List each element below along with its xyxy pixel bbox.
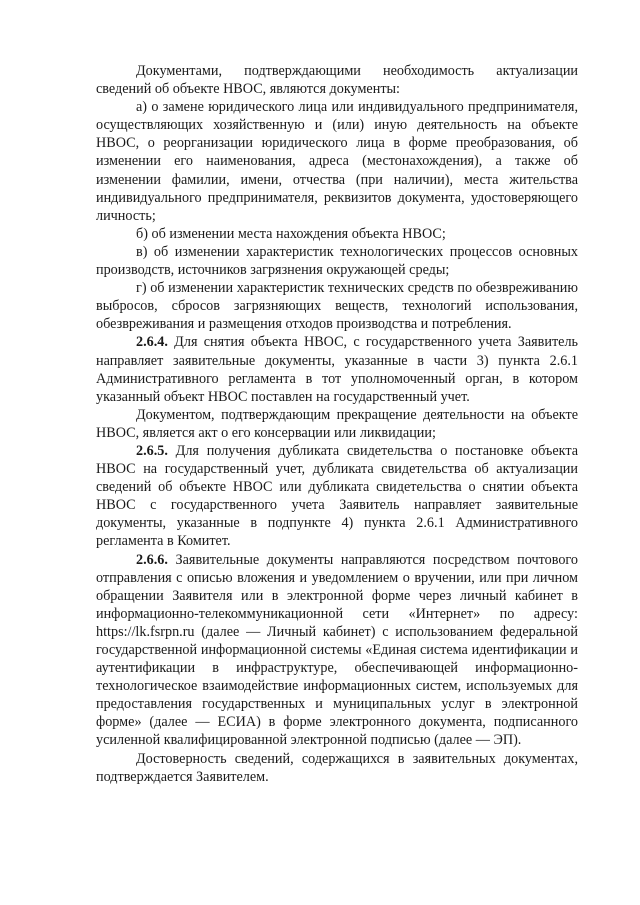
clause-number: 2.6.4. xyxy=(136,334,168,351)
paragraph-text: а) о замене юридического лица или индивидуального предпринимателя, осуществляющих хозяйственную и (или) иную деятельность на объекте НВОС, о реорганизации юридического лица в форме преобразования, об изменении его наименования, адреса (местонахождения), а также об изменении фамилии, имени, отчества (при наличии), места жительства индивидуального предпринимателя, реквизитов документа, удостоверяющего личность; xyxy=(96,99,578,224)
paragraph-text: Документом, подтверждающим прекращение деятельности на объекте НВОС, является акт о его консервации или ликвидации; xyxy=(96,406,578,441)
paragraph-final xyxy=(96,750,578,786)
clause-2-6-6 xyxy=(96,551,578,750)
paragraph-text: б) об изменении места нахождения объекта НВОС; xyxy=(136,225,446,242)
paragraph-text: Документами, подтверждающими необходимость актуализации сведений об объекте НВОС, являются документы: xyxy=(96,63,578,98)
paragraph-text: Заявительные документы направляются посредством почтового отправления с описью вложения и уведомлением о вручении, или при личном обращении Заявителя или в электронной форме через личный кабинет в информационно-телекоммуникационной сети «Интернет» по адресу: https://lk.fsrpn.ru (далее — Личный кабинет) с использованием федеральной государственной информационной системы «Единая система идентификации и аутентификации в инфраструктуре, обеспечивающей информационно-технологическое взаимодействие информационных систем, используемых для предоставления государственных и муниципальных услуг в электронной форме» (далее — ЕСИА) в форме электронного документа, подписанного усиленной квалифицированной электронной подписью (далее — ЭП). xyxy=(96,551,578,749)
list-item-b xyxy=(96,225,578,243)
clause-2-6-5 xyxy=(96,442,578,551)
paragraph-intro xyxy=(96,62,578,98)
clause-2-6-4 xyxy=(96,333,578,405)
paragraph-text: в) об изменении характеристик технологических процессов основных производств, источников загрязнения окружающей среды; xyxy=(96,243,578,279)
paragraph-text: г) об изменении характеристик технических средств по обезвреживанию выбросов, сбросов загрязняющих веществ, технологий использования, обезвреживания и размещения отходов производства и потребления. xyxy=(96,280,578,333)
paragraph-act xyxy=(96,406,578,442)
clause-number: 2.6.6. xyxy=(136,551,168,568)
list-item-g xyxy=(96,279,578,333)
list-item-v xyxy=(96,243,578,279)
paragraph-text: Для снятия объекта НВОС, с государственного учета Заявитель направляет заявительные документы, указанные в части 3) пункта 2.6.1 Административного регламента в тот уполномоченный орган, в котором указанный объект НВОС поставлен на государственный учет. xyxy=(96,334,578,405)
clause-number: 2.6.5. xyxy=(136,442,168,459)
list-item-a xyxy=(96,98,578,225)
paragraph-text: Достоверность сведений, содержащихся в заявительных документах, подтверждается Заявителем. xyxy=(96,750,578,785)
paragraph-text: Для получения дубликата свидетельства о постановке объекта НВОС на государственный учет, дубликата свидетельства об актуализации сведений об объекте НВОС или дубликата свидетельства о снятии объекта НВОС с государственного учета Заявитель направляет заявительные документы, указанные в подпункте 4) пункта 2.6.1 Административного регламента в Комитет. xyxy=(96,442,578,550)
document-page xyxy=(96,62,578,786)
